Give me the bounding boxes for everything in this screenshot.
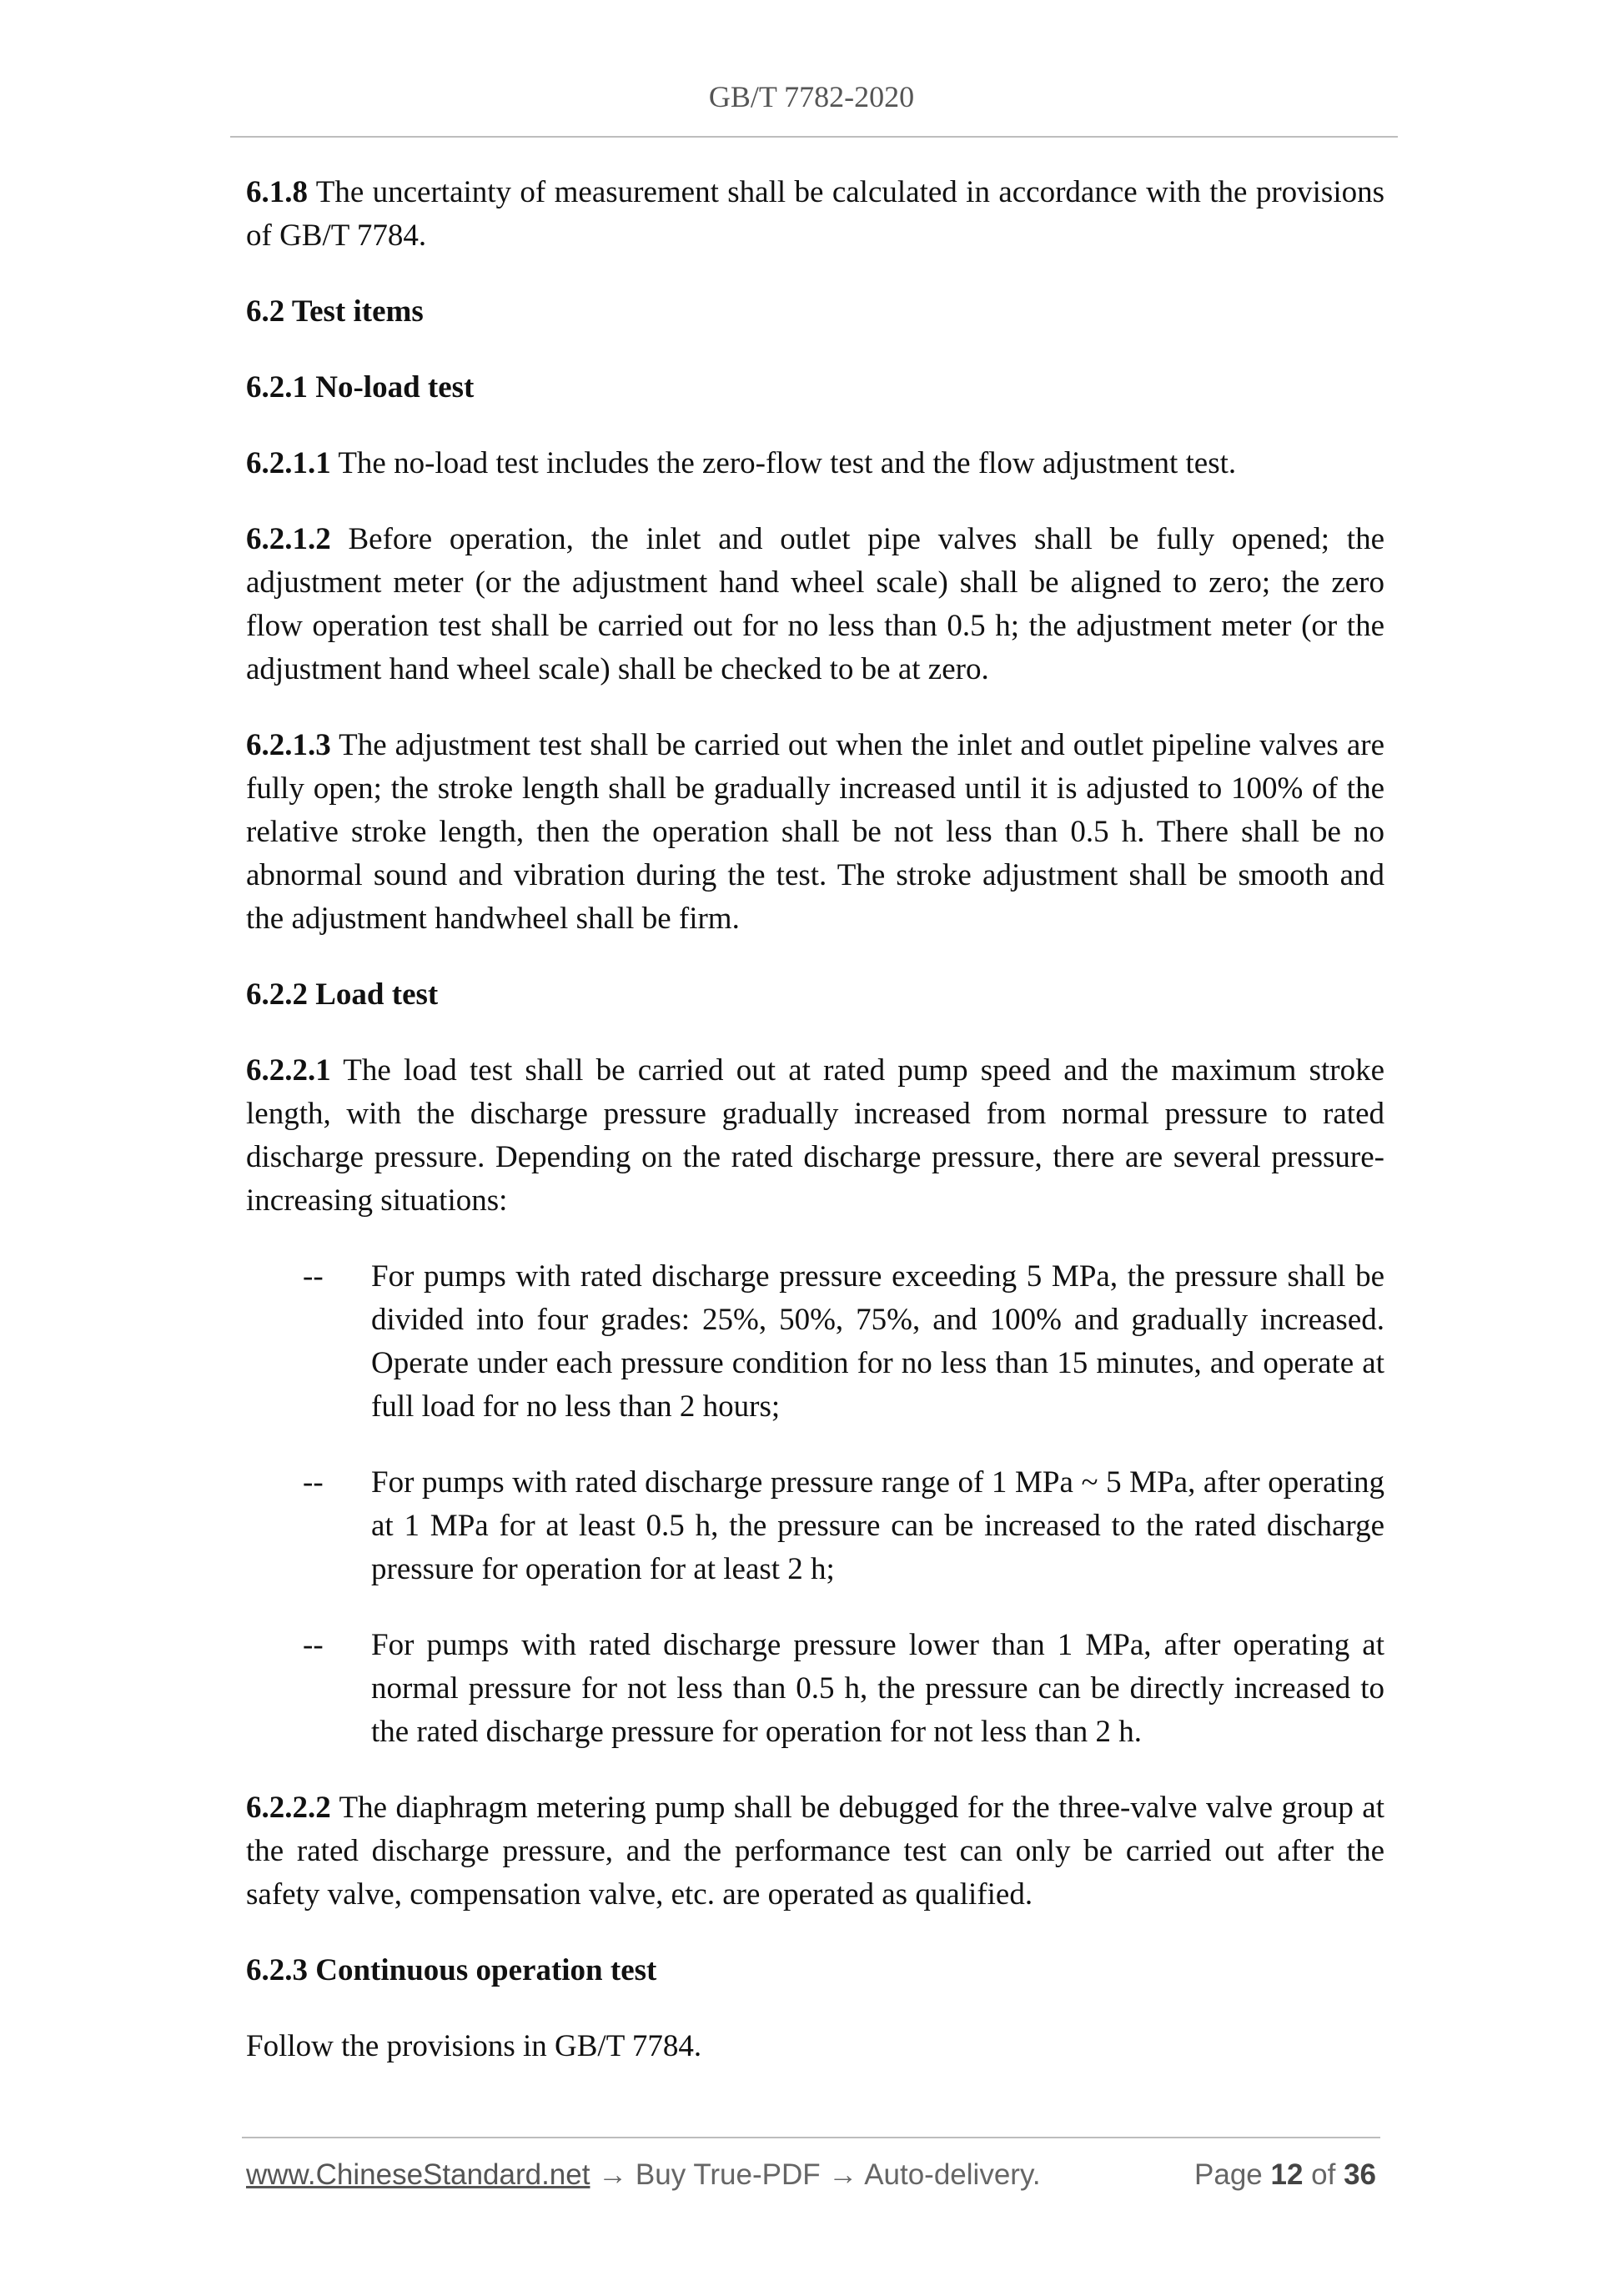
clause-6-2-1-2 xyxy=(246,518,1384,691)
list-item-text: For pumps with rated discharge pressure range of 1 MPa ~ 5 MPa, after operating at 1 MPa for at least 0.5 h, the pressure can be increased to the rated discharge pressure for operation for at least 2 h; xyxy=(371,1465,1384,1586)
footer-promo xyxy=(246,2158,1041,2192)
page-number xyxy=(1194,2158,1376,2192)
heading-6-2-1: 6.2.1 No-load test xyxy=(246,370,475,404)
list-dash: -- xyxy=(303,1259,324,1294)
clause-6-2-1-3 xyxy=(246,724,1384,941)
clause-number: 6.1.8 xyxy=(246,175,308,209)
clause-number: 6.2.1.3 xyxy=(246,728,331,762)
clause-text: The adjustment test shall be carried out when the inlet and outlet pipeline valves are fully open; the stroke length shall be gradually increased until it is adjusted to 100% of the relative stroke length, then the operation shall be not less than 0.5 h. There shall be no abnormal sound and vibration during the test. The stroke adjustment shall be smooth and the adjustment handwheel shall be firm. xyxy=(246,728,1384,936)
heading-6-2: 6.2 Test items xyxy=(246,294,424,329)
list-dash: -- xyxy=(303,1628,324,1662)
heading-6-2-2: 6.2.2 Load test xyxy=(246,977,439,1012)
arrow-icon: → xyxy=(590,2158,636,2191)
page-footer xyxy=(246,2158,1380,2200)
page-content xyxy=(246,171,1384,2101)
current-page-number: 12 xyxy=(1270,2158,1304,2191)
clause-6-1-8 xyxy=(246,171,1384,258)
of-label: of xyxy=(1303,2158,1344,2191)
arrow-icon: → xyxy=(820,2158,865,2191)
footer-divider xyxy=(242,2137,1380,2138)
auto-delivery-text: Auto-delivery. xyxy=(864,2158,1041,2191)
clause-text: The load test shall be carried out at rated pump speed and the maximum stroke length, with the discharge pressure gradually increased from normal pressure to rated discharge pressure. Depending on the rated discharge pressure, there are several pressure-increasing situations: xyxy=(246,1053,1384,1218)
clause-number: 6.2.2.2 xyxy=(246,1791,331,1825)
clause-number: 6.2.1.1 xyxy=(246,446,331,480)
list-item-text: For pumps with rated discharge pressure exceeding 5 MPa, the pressure shall be divided into four grades: 25%, 50%, 75%, and 100% and gradually increased. Operate under each pressure condition for no less than 15 minutes, and operate at full load for no less than 2 hours; xyxy=(371,1259,1384,1424)
clause-6-2-2-1 xyxy=(246,1049,1384,1223)
clause-text: The no-load test includes the zero-flow test and the flow adjustment test. xyxy=(330,446,1237,480)
document-code-header: GB/T 7782-2020 xyxy=(708,80,915,113)
website-link[interactable]: www.ChineseStandard.net xyxy=(246,2158,590,2191)
buy-pdf-text: Buy True-PDF xyxy=(635,2158,821,2191)
clause-6-2-2-2 xyxy=(246,1786,1384,1917)
clause-text: Before operation, the inlet and outlet pipe valves shall be fully opened; the adjustment meter (or the adjustment hand wheel scale) shall be aligned to zero; the zero flow operation test shall be carried out for no less than 0.5 h; the adjustment meter (or the adjustment hand wheel scale) shall be checked to be at zero. xyxy=(246,522,1384,686)
list-item xyxy=(246,1461,1384,1591)
list-dash: -- xyxy=(303,1465,324,1500)
list-item xyxy=(246,1624,1384,1754)
clause-number: 6.2.1.2 xyxy=(246,522,331,556)
page-label: Page xyxy=(1194,2158,1271,2191)
list-item xyxy=(246,1255,1384,1429)
clause-6-2-1-1 xyxy=(246,442,1384,485)
total-page-number: 36 xyxy=(1344,2158,1376,2191)
heading-6-2-3: 6.2.3 Continuous operation test xyxy=(246,1953,657,1987)
header-divider xyxy=(230,136,1398,138)
clause-number: 6.2.2.1 xyxy=(246,1053,331,1088)
clause-text: The uncertainty of measurement shall be calculated in accordance with the provisions of GB/T 7784. xyxy=(246,175,1384,253)
clause-text: The diaphragm metering pump shall be debugged for the three-valve valve group at the rated discharge pressure, and the performance test can only be carried out after the safety valve, compensation valve, etc. are operated as qualified. xyxy=(246,1791,1384,1912)
list-item-text: For pumps with rated discharge pressure lower than 1 MPa, after operating at normal pressure for not less than 0.5 h, the pressure can be directly increased to the rated discharge pressure for operation for not less than 2 h. xyxy=(371,1628,1384,1749)
clause-6-2-3-text: Follow the provisions in GB/T 7784. xyxy=(246,2029,702,2063)
